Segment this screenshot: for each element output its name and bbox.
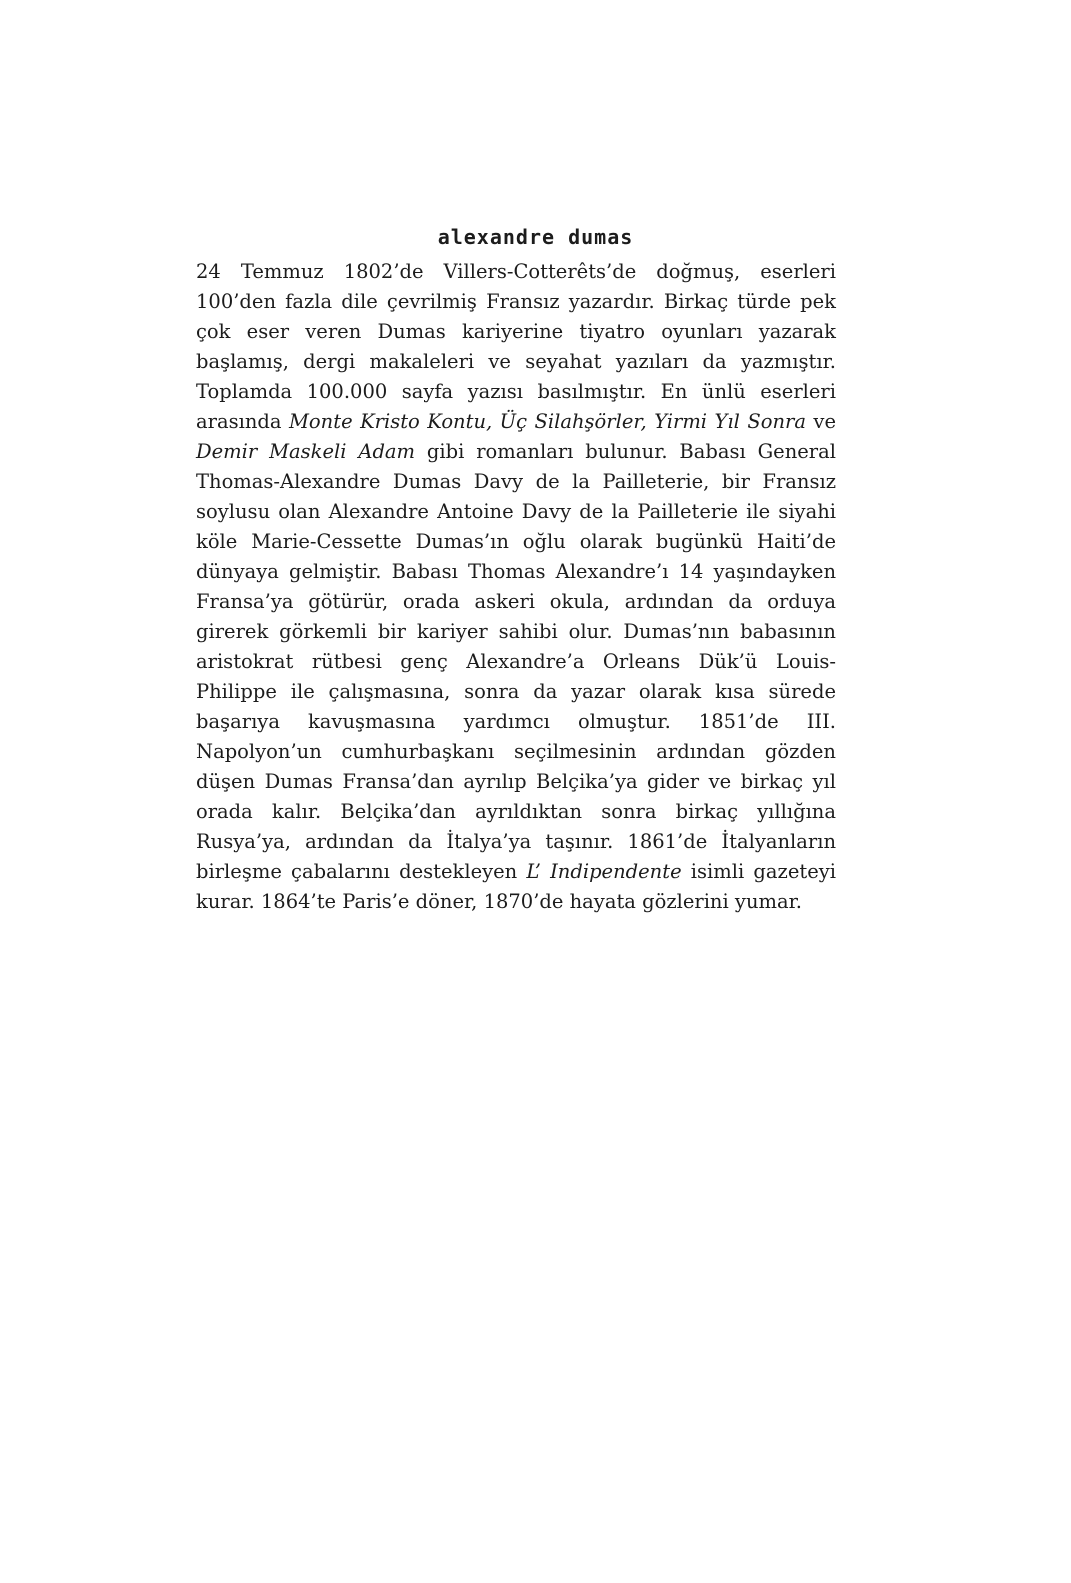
bio-text-2: ve — [805, 410, 836, 433]
author-biography — [196, 257, 836, 917]
bio-text-1: 24 Temmuz 1802’de Villers-Cotterêts’de doğmuş, eserleri 100’den fazla dile çevrilmiş Fransız yazardır. Birkaç türde pek çok eser veren Dumas kariyerine tiyatro oyunları yazarak başlamış, dergi makaleleri ve seyahat yazıları da yazmıştır. Toplamda 100.000 sayfa yazısı basılmıştır. En ünlü eserleri arasında — [196, 260, 836, 433]
bio-work-titles: Monte Kristo Kontu, Üç Silahşörler, Yirmi Yıl Sonra — [288, 410, 806, 433]
bio-text-4: isimli gazeteyi kurar. 1864’te Paris’e döner, 1870’de hayata gözlerini yumar. — [196, 860, 836, 913]
bio-work-title-demir-maskeli-adam: Demir Maskeli Adam — [196, 440, 416, 463]
bio-text-3: gibi romanları bulunur. Babası General Thomas-Alexandre Dumas Davy de la Pailleterie, bir Fransız soylusu olan Alexandre Antoine Davy de la Pailleterie ile siyahi köle Marie-Cessette Dumas’ın oğlu olarak bugünkü Haiti’de dünyaya gelmiştir. Babası Thomas Alexandre’ı 14 yaşındayken Fransa’ya götürür, orada askeri okula, ardından da orduya girerek görkemli bir kariyer sahibi olur. Dumas’nın babasının aristokrat rütbesi genç Alexandre’a Orleans Dük’ü Louis-Philippe ile çalışmasına, sonra da yazar olarak kısa sürede başarıya kavuşmasına yardımcı olmuştur. 1851’de III. Napolyon’un cumhurbaşkanı seçilmesinin ardından gözden düşen Dumas Fransa’dan ayrılıp Belçika’ya gider ve birkaç yıl orada kalır. Belçika’dan ayrıldıktan sonra birkaç yıllığına Rusya’ya, ardından da İtalya’ya taşınır. 1861’de İtalyanların birleşme çabalarını destekleyen — [196, 440, 836, 883]
author-heading: alexandre dumas — [437, 225, 634, 249]
bio-newspaper-title: L’ Indipendente — [526, 860, 682, 883]
